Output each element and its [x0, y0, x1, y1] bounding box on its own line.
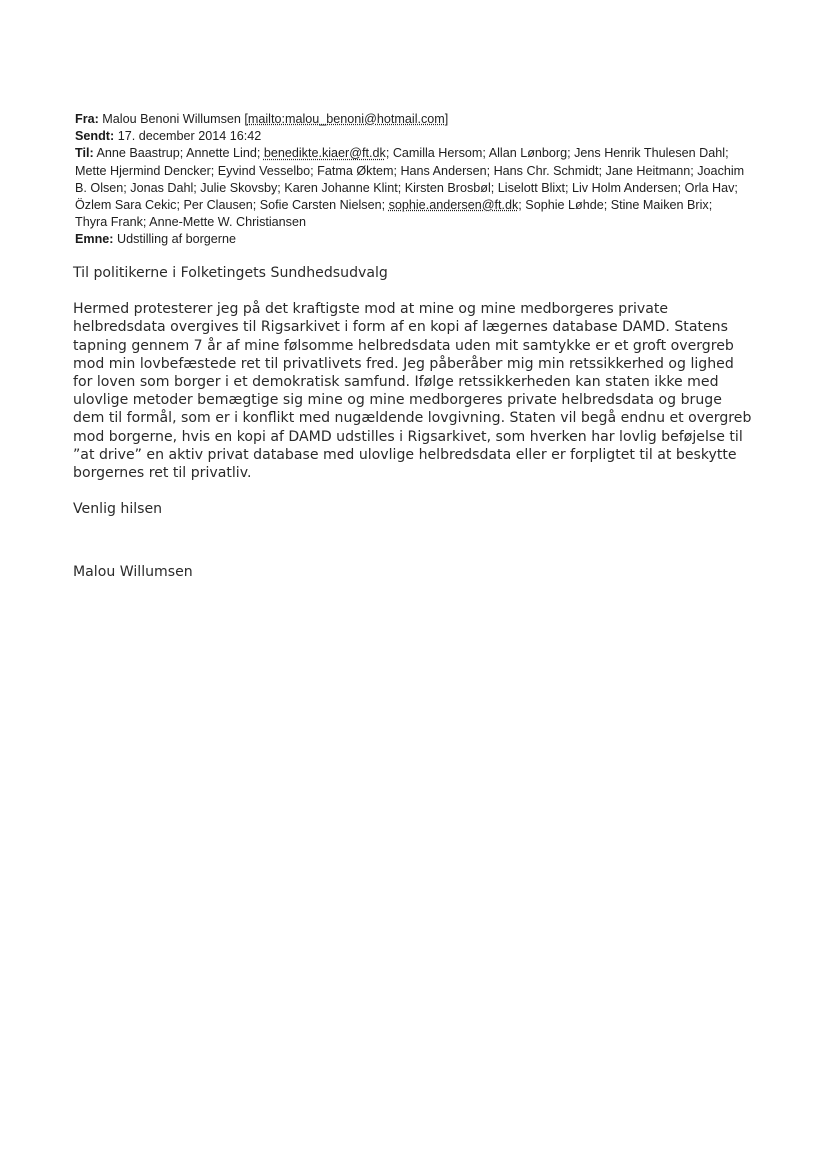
sent-value: 17. december 2014 16:42 [117, 129, 262, 144]
from-line [75, 111, 745, 128]
subject-line [75, 231, 745, 248]
to-line [75, 145, 745, 231]
letter-body [73, 264, 753, 582]
letter-closing: Venlig hilsen [73, 501, 163, 518]
sent-line [75, 128, 745, 145]
letter-main-paragraph: Hermed protesterer jeg på det kraftigste mod at mine og mine medborgeres private helbredsdata overgives til Rigsarkivet i form af en kopi af lægernes database DAMD. Statens tapning gennem 7 år af mine følsomme helbredsdata uden mit samtykke er et groft overgreb mod min lovbefæstede ret til privatlivets fred. Jeg påberåber mig min retssikkerhed og lighed for loven som borger i et demokratisk samfund. Ifølge retssikkerheden kan staten ikke med ulovlige metoder bemægtige sig mine og mine medborgeres private helbredsdata og bruge dem til formål, som er i konflikt med nugældende lovgivning. Staten vil begå endnu et overgreb mod borgerne, hvis en kopi af DAMD udstilles i Rigsarkivet, som hverken har lovlig beføjelse til ”at drive” en aktiv privat database med ulovlige helbredsdata eller er forpligtet til at beskytte borgernes ret til privatliv. [73, 301, 752, 482]
to-recipients-part3: ; Sophie Løhde; Stine Maiken Brix; Thyra Frank; Anne-Mette W. Christiansen [75, 198, 713, 230]
email-header [75, 111, 745, 249]
recipient-email-link-2[interactable]: sophie.andersen@ft.dk [388, 198, 519, 213]
to-label: Til: [75, 146, 94, 161]
letter-signature: Malou Willumsen [73, 564, 193, 581]
to-recipients-part1: Anne Baastrup; Annette Lind; [96, 146, 264, 161]
sent-label: Sendt: [75, 129, 115, 144]
subject-value: Udstilling af borgerne [117, 232, 237, 247]
from-link-open: [ [244, 112, 248, 126]
subject-label: Emne: [75, 232, 114, 247]
from-label: Fra: [75, 112, 99, 126]
from-name: Malou Benoni Willumsen [102, 112, 241, 126]
from-link-close: ] [444, 112, 449, 126]
to-recipients-part2: ; Camilla Hersom; Allan Lønborg; Jens Henrik Thulesen Dahl; Mette Hjermind Dencker; Eyvind Vesselbo; Fatma Øktem; Hans Andersen; Hans Chr. Schmidt; Jane Heitmann; Joachim B. Olsen; Jonas Dahl; Julie Skovsby; Karen Johanne Klint; Kirsten Brosbøl; Liselott Blixt; Liv Holm Andersen; Orla Hav; Özlem Sara Cekic; Per Clausen; Sofie Carsten Nielsen; [75, 146, 745, 213]
recipient-email-link-1[interactable]: benedikte.kiaer@ft.dk [263, 146, 386, 161]
letter-greeting: Til politikerne i Folketingets Sundhedsudvalg [73, 265, 388, 281]
from-email-link[interactable]: mailto:malou_benoni@hotmail.com [247, 112, 445, 126]
